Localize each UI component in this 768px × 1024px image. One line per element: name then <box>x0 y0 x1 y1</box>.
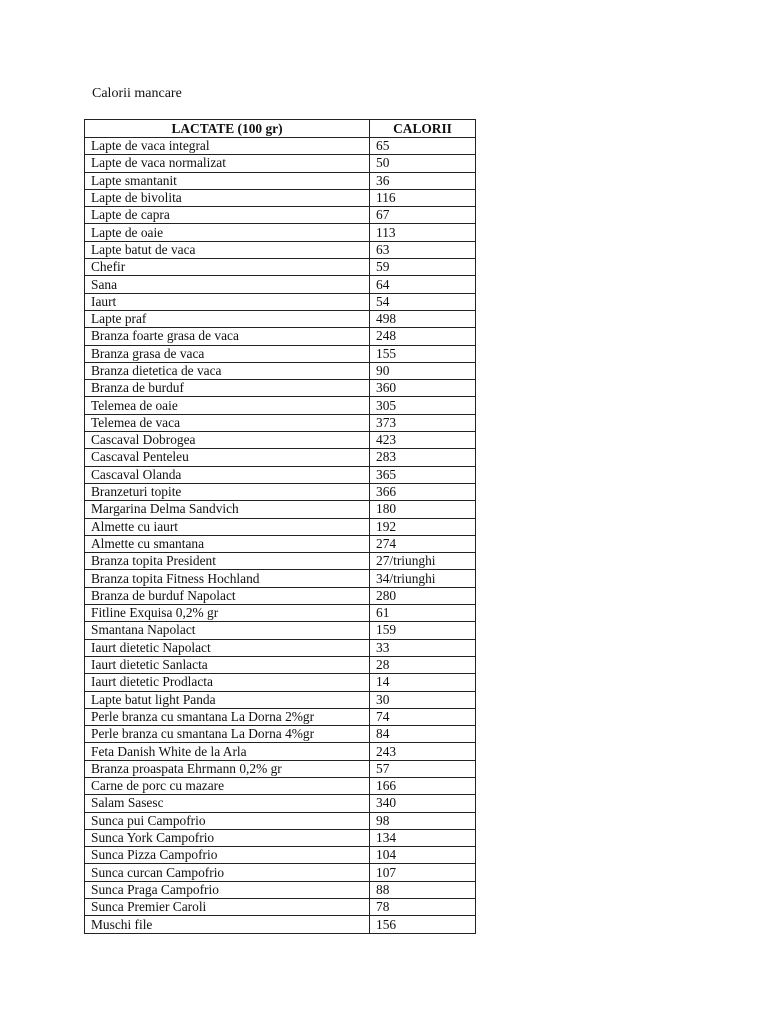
food-name-cell: Sunca York Campofrio <box>85 829 370 846</box>
food-name-cell: Sana <box>85 276 370 293</box>
table-row <box>85 172 476 189</box>
calories-cell: 67 <box>370 207 476 224</box>
food-name-cell: Perle branza cu smantana La Dorna 2%gr <box>85 708 370 725</box>
table-row <box>85 916 476 933</box>
calories-cell: 50 <box>370 155 476 172</box>
table-row <box>85 155 476 172</box>
food-name-cell: Lapte de bivolita <box>85 189 370 206</box>
table-row <box>85 362 476 379</box>
table-body <box>85 138 476 934</box>
calories-cell: 116 <box>370 189 476 206</box>
table-row <box>85 380 476 397</box>
calories-cell: 156 <box>370 916 476 933</box>
calories-cell: 34/triunghi <box>370 570 476 587</box>
food-name-cell: Cascaval Olanda <box>85 466 370 483</box>
food-name-cell: Iaurt dietetic Sanlacta <box>85 656 370 673</box>
calories-cell: 59 <box>370 259 476 276</box>
table-row <box>85 414 476 431</box>
table-row <box>85 881 476 898</box>
table-row <box>85 639 476 656</box>
calories-cell: 14 <box>370 674 476 691</box>
food-name-cell: Lapte batut de vaca <box>85 241 370 258</box>
calories-cell: 340 <box>370 795 476 812</box>
calories-cell: 366 <box>370 483 476 500</box>
calories-cell: 365 <box>370 466 476 483</box>
calories-cell: 243 <box>370 743 476 760</box>
calories-cell: 63 <box>370 241 476 258</box>
calories-cell: 305 <box>370 397 476 414</box>
food-name-cell: Branzeturi topite <box>85 483 370 500</box>
calorie-table <box>84 119 476 934</box>
table-row <box>85 726 476 743</box>
food-name-cell: Iaurt dietetic Prodlacta <box>85 674 370 691</box>
table-row <box>85 397 476 414</box>
calories-cell: 90 <box>370 362 476 379</box>
food-name-cell: Branza topita President <box>85 553 370 570</box>
food-name-cell: Cascaval Dobrogea <box>85 432 370 449</box>
table-row <box>85 708 476 725</box>
table-row <box>85 605 476 622</box>
table-row <box>85 777 476 794</box>
calories-cell: 159 <box>370 622 476 639</box>
food-name-cell: Almette cu smantana <box>85 535 370 552</box>
calories-cell: 248 <box>370 328 476 345</box>
table-row <box>85 189 476 206</box>
calories-cell: 88 <box>370 881 476 898</box>
calories-cell: 280 <box>370 587 476 604</box>
calories-cell: 27/triunghi <box>370 553 476 570</box>
food-name-cell: Branza topita Fitness Hochland <box>85 570 370 587</box>
food-name-cell: Lapte de vaca normalizat <box>85 155 370 172</box>
food-name-cell: Lapte praf <box>85 310 370 327</box>
food-name-cell: Margarina Delma Sandvich <box>85 501 370 518</box>
table-row <box>85 812 476 829</box>
header-food-category: LACTATE (100 gr) <box>85 120 370 138</box>
calories-cell: 28 <box>370 656 476 673</box>
calories-cell: 30 <box>370 691 476 708</box>
header-calories: CALORII <box>370 120 476 138</box>
food-name-cell: Branza dietetica de vaca <box>85 362 370 379</box>
calories-cell: 166 <box>370 777 476 794</box>
food-name-cell: Perle branza cu smantana La Dorna 4%gr <box>85 726 370 743</box>
food-name-cell: Sunca Praga Campofrio <box>85 881 370 898</box>
food-name-cell: Almette cu iaurt <box>85 518 370 535</box>
table-row <box>85 674 476 691</box>
food-name-cell: Sunca Premier Caroli <box>85 899 370 916</box>
table-row <box>85 345 476 362</box>
calories-cell: 274 <box>370 535 476 552</box>
food-name-cell: Branza de burduf Napolact <box>85 587 370 604</box>
food-name-cell: Feta Danish White de la Arla <box>85 743 370 760</box>
food-name-cell: Cascaval Penteleu <box>85 449 370 466</box>
food-name-cell: Salam Sasesc <box>85 795 370 812</box>
table-row <box>85 518 476 535</box>
table-row <box>85 847 476 864</box>
calories-cell: 64 <box>370 276 476 293</box>
calories-cell: 180 <box>370 501 476 518</box>
calories-cell: 36 <box>370 172 476 189</box>
food-name-cell: Smantana Napolact <box>85 622 370 639</box>
calories-cell: 57 <box>370 760 476 777</box>
food-name-cell: Lapte batut light Panda <box>85 691 370 708</box>
calories-cell: 65 <box>370 138 476 155</box>
food-name-cell: Branza proaspata Ehrmann 0,2% gr <box>85 760 370 777</box>
table-row <box>85 466 476 483</box>
food-name-cell: Carne de porc cu mazare <box>85 777 370 794</box>
food-name-cell: Iaurt dietetic Napolact <box>85 639 370 656</box>
calories-cell: 192 <box>370 518 476 535</box>
food-name-cell: Lapte de oaie <box>85 224 370 241</box>
calories-cell: 84 <box>370 726 476 743</box>
table-row <box>85 743 476 760</box>
calories-cell: 373 <box>370 414 476 431</box>
food-name-cell: Sunca curcan Campofrio <box>85 864 370 881</box>
table-row <box>85 760 476 777</box>
table-row <box>85 570 476 587</box>
table-header-row <box>85 120 476 138</box>
calories-cell: 360 <box>370 380 476 397</box>
food-name-cell: Lapte de capra <box>85 207 370 224</box>
calories-cell: 78 <box>370 899 476 916</box>
calories-cell: 423 <box>370 432 476 449</box>
food-name-cell: Iaurt <box>85 293 370 310</box>
calories-cell: 74 <box>370 708 476 725</box>
table-row <box>85 259 476 276</box>
food-name-cell: Lapte de vaca integral <box>85 138 370 155</box>
food-name-cell: Sunca Pizza Campofrio <box>85 847 370 864</box>
food-name-cell: Chefir <box>85 259 370 276</box>
table-row <box>85 587 476 604</box>
food-name-cell: Fitline Exquisa 0,2% gr <box>85 605 370 622</box>
table-row <box>85 432 476 449</box>
table-row <box>85 276 476 293</box>
table-row <box>85 899 476 916</box>
table-row <box>85 501 476 518</box>
calories-cell: 98 <box>370 812 476 829</box>
table-row <box>85 449 476 466</box>
calories-cell: 107 <box>370 864 476 881</box>
food-name-cell: Lapte smantanit <box>85 172 370 189</box>
table-row <box>85 656 476 673</box>
food-name-cell: Branza grasa de vaca <box>85 345 370 362</box>
table-row <box>85 829 476 846</box>
calories-cell: 61 <box>370 605 476 622</box>
calories-cell: 155 <box>370 345 476 362</box>
table-row <box>85 691 476 708</box>
calories-cell: 33 <box>370 639 476 656</box>
food-name-cell: Branza de burduf <box>85 380 370 397</box>
table-row <box>85 622 476 639</box>
food-name-cell: Telemea de oaie <box>85 397 370 414</box>
table-row <box>85 328 476 345</box>
table-row <box>85 293 476 310</box>
table-row <box>85 535 476 552</box>
table-row <box>85 138 476 155</box>
calories-cell: 498 <box>370 310 476 327</box>
calories-cell: 104 <box>370 847 476 864</box>
calories-cell: 134 <box>370 829 476 846</box>
table-row <box>85 224 476 241</box>
calories-cell: 113 <box>370 224 476 241</box>
table-row <box>85 864 476 881</box>
table-row <box>85 207 476 224</box>
table-row <box>85 310 476 327</box>
document-title: Calorii mancare <box>92 86 182 101</box>
calories-cell: 54 <box>370 293 476 310</box>
food-name-cell: Muschi file <box>85 916 370 933</box>
calories-cell: 283 <box>370 449 476 466</box>
food-name-cell: Sunca pui Campofrio <box>85 812 370 829</box>
table-row <box>85 241 476 258</box>
table-row <box>85 483 476 500</box>
table-row <box>85 795 476 812</box>
food-name-cell: Telemea de vaca <box>85 414 370 431</box>
table-row <box>85 553 476 570</box>
food-name-cell: Branza foarte grasa de vaca <box>85 328 370 345</box>
